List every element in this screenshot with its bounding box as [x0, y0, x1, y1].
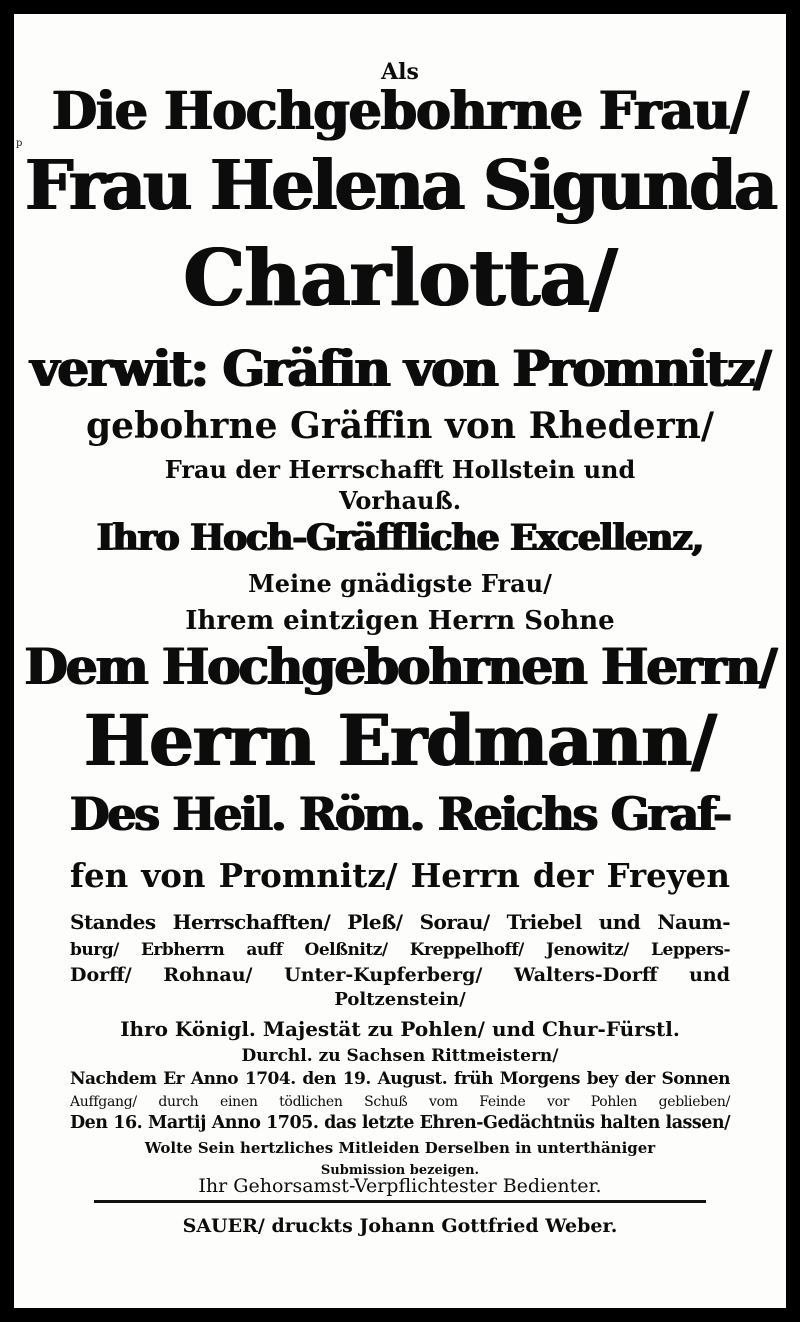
line-gnaedigste-frau: Meine gnädigste Frau/: [248, 569, 552, 598]
line-gebohrne-graeffin: gebohrne Gräffin von Rhedern/: [86, 405, 714, 447]
title-page: [14, 14, 786, 1308]
line-koenigl-majestaet: Ihro Königl. Majestät zu Pohlen/ und Chur-Fürstl.: [120, 1017, 680, 1041]
heading-die-hochgebohrne-frau: Die Hochgebohrne Frau/: [52, 81, 748, 142]
line-verwit-graefin: verwit: Gräfin von Promnitz/: [30, 339, 770, 398]
line-dorff-rohnau: Dorff/ Rohnau/ Unter-Kupferberg/ Walters-Dorff und: [70, 964, 730, 986]
line-heil-roem-reichs: Des Heil. Röm. Reichs Graf-: [70, 787, 730, 841]
name-helena-sigunda: Frau Helena Sigunda: [25, 146, 775, 226]
signature-line: Ihr Gehorsamst-Verpflichtester Bedienter.: [198, 1175, 602, 1197]
line-promnitz-freyen: fen von Promnitz/ Herrn der Freyen: [70, 856, 730, 895]
line-erbherrn-auff: burg/ Erbherrn auff Oelßnitz/ Kreppelhoff/ Jenowitz/ Leppers-: [70, 940, 730, 960]
line-poltzenstein: Poltzenstein/: [334, 989, 466, 1010]
line-hoch-graeffliche-excellenz: Ihro Hoch-Gräffliche Excellenz,: [96, 517, 704, 559]
line-herrschafft-hollstein: Frau der Herrschafft Hollstein und: [164, 455, 636, 484]
line-mitleiden: Wolte Sein hertzliches Mitleiden Derselben in unterthäniger: [144, 1139, 656, 1157]
line-rittmeistern: Durchl. zu Sachsen Rittmeistern/: [241, 1046, 559, 1066]
name-charlotta: Charlotta/: [183, 233, 617, 324]
line-eintzigen-herrn-sohne: Ihrem eintzigen Herrn Sohne: [185, 606, 615, 636]
heading-als: Als: [381, 59, 419, 85]
name-herrn-erdmann: Herrn Erdmann/: [84, 699, 716, 782]
imprint: SAUER/ druckts Johann Gottfried Weber.: [182, 1215, 618, 1237]
line-ehren-gedaechtnues: Den 16. Martij Anno 1705. das letzte Ehren-Gedächtnüs halten lassen/: [70, 1113, 730, 1133]
line-standes-herrschafften: Standes Herrschafften/ Pleß/ Sorau/ Triebel und Naum-: [70, 910, 730, 934]
line-nachdem-er-anno: Nachdem Er Anno 1704. den 19. August. früh Morgens bey der Sonnen: [70, 1069, 730, 1089]
line-auffgang-schuss: Auffgang/ durch einen tödlichen Schuß vom Feinde vor Pohlen geblieben/: [70, 1094, 730, 1110]
line-dem-hochgebohrnen-herrn: Dem Hochgebohrnen Herrn/: [24, 637, 776, 696]
line-vorhauss: Vorhauß.: [338, 486, 462, 515]
divider-rule: [94, 1200, 706, 1203]
margin-mark: p: [16, 138, 23, 149]
line-submission: Submission bezeigen.: [320, 1163, 480, 1178]
